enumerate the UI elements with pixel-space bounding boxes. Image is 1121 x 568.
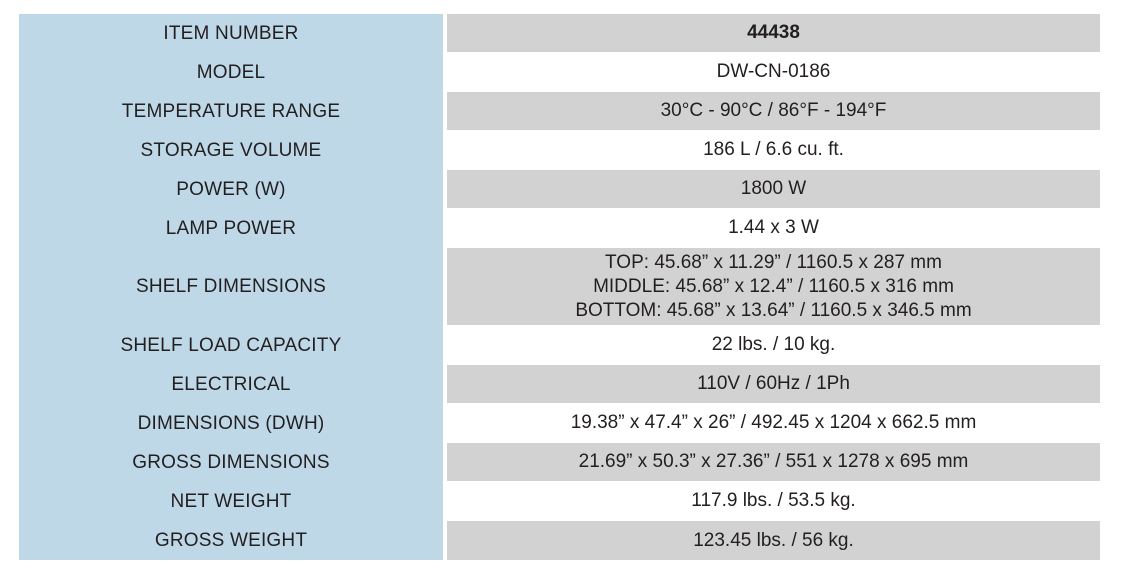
spec-value <box>693 529 854 553</box>
spec-value-cell <box>447 365 1100 403</box>
spec-value <box>741 177 806 201</box>
spec-value-line: 21.69” x 50.3” x 27.36” / 551 x 1278 x 695 mm <box>578 451 969 472</box>
spec-value-line: 123.45 lbs. / 56 kg. <box>693 529 854 551</box>
spec-label: SHELF DIMENSIONS <box>135 276 327 297</box>
spec-value <box>728 216 819 240</box>
spec-value-cell <box>447 92 1100 130</box>
spec-label: DIMENSIONS (DWH) <box>137 412 325 434</box>
spec-label: LAMP POWER <box>165 217 297 239</box>
spec-value <box>661 99 887 123</box>
spec-value-cell <box>447 521 1100 560</box>
label-column <box>19 14 443 560</box>
spec-value-cell <box>447 170 1100 208</box>
spec-value <box>575 251 971 323</box>
spec-value <box>747 21 800 45</box>
spec-value-cell <box>447 443 1100 481</box>
spec-value <box>697 372 850 396</box>
spec-value-line: 1800 W <box>740 178 807 199</box>
spec-value-line: 44438 <box>747 22 800 43</box>
spec-value <box>717 60 831 84</box>
spec-value-line: 30°C - 90°C / 86°F - 194°F <box>660 100 887 121</box>
spec-label: ELECTRICAL <box>171 373 291 395</box>
spec-value-line: DW-CN-0186 <box>716 61 831 82</box>
spec-value <box>712 333 836 357</box>
spec-table <box>19 14 1100 560</box>
spec-label: POWER (W) <box>176 178 286 200</box>
spec-value-line: BOTTOM: 45.68” x 13.64” / 1160.5 x 346.5 mm <box>575 299 972 321</box>
spec-value-cell <box>447 482 1100 520</box>
spec-label: GROSS WEIGHT <box>154 529 308 551</box>
spec-value-cell <box>447 131 1100 169</box>
spec-value-line: TOP: 45.68” x 11.29” / 1160.5 x 287 mm <box>605 251 942 273</box>
spec-value-cell <box>447 53 1100 91</box>
spec-value-cell <box>447 248 1100 325</box>
value-column <box>447 14 1100 560</box>
spec-value-line: 22 lbs. / 10 kg. <box>711 334 836 355</box>
spec-value-line: 117.9 lbs. / 53.5 kg. <box>691 490 856 511</box>
spec-label: STORAGE VOLUME <box>140 139 322 161</box>
spec-value-cell <box>447 14 1100 52</box>
spec-label: GROSS DIMENSIONS <box>132 451 330 473</box>
spec-value-line: 186 L / 6.6 cu. ft. <box>703 139 844 160</box>
spec-value-line: 1.44 x 3 W <box>728 217 819 238</box>
spec-label: NET WEIGHT <box>170 490 292 512</box>
spec-value <box>691 489 855 513</box>
spec-value-cell <box>447 209 1100 247</box>
spec-label: ITEM NUMBER <box>163 22 299 44</box>
spec-label: SHELF LOAD CAPACITY <box>120 334 342 356</box>
spec-value <box>571 411 977 435</box>
spec-value-cell <box>447 404 1100 442</box>
spec-value <box>703 138 844 162</box>
spec-value-line: 19.38” x 47.4” x 26” / 492.45 x 1204 x 662.5 mm <box>570 412 977 433</box>
spec-label: MODEL <box>196 61 266 83</box>
spec-value-cell <box>447 326 1100 364</box>
spec-value <box>579 450 969 474</box>
spec-label: TEMPERATURE RANGE <box>121 100 341 122</box>
spec-value-line: MIDDLE: 45.68” x 12.4” / 1160.5 x 316 mm <box>593 275 954 297</box>
spec-value-line: 110V / 60Hz / 1Ph <box>697 373 850 394</box>
